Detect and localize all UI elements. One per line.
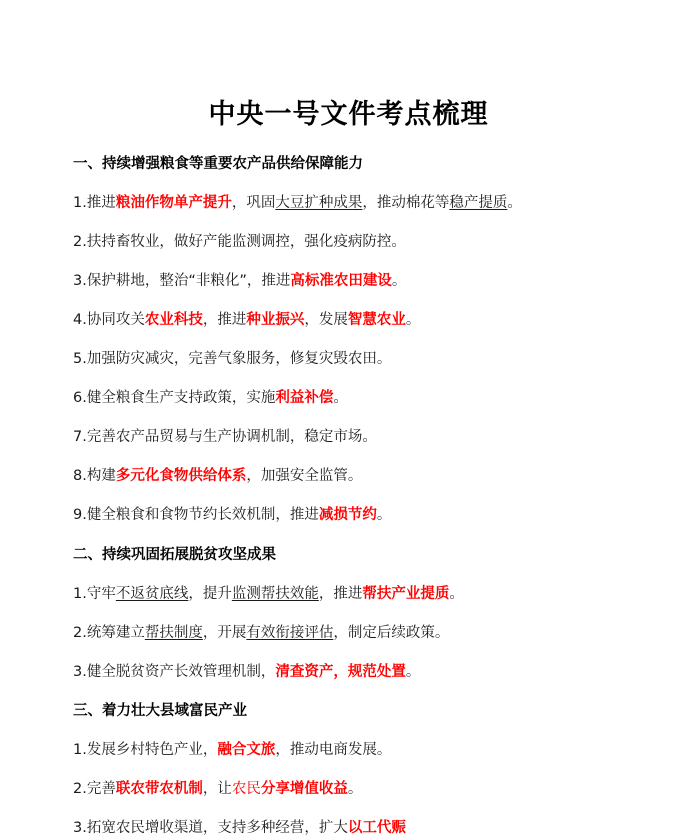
item-ul-text: 稳产提质 — [449, 195, 508, 211]
item-text: 7.完善农产品贸易与生产协调机制，稳定市场。 — [73, 429, 377, 445]
item-text: 2.完善 — [73, 781, 116, 797]
item-text: 。 — [449, 586, 464, 602]
list-item — [73, 347, 391, 368]
list-item — [73, 738, 391, 759]
item-text: 5.加强防灾减灾，完善气象服务，修复灾毁农田。 — [73, 351, 392, 367]
section-1-heading: 一、持续增强粮食等重要农产品供给保障能力 — [73, 156, 363, 172]
item-hl-text: 粮油作物单产提升 — [115, 195, 232, 211]
list-item — [73, 660, 420, 681]
item-ul-text: 监测帮扶效能 — [231, 586, 319, 602]
item-red-text: 农民 — [231, 781, 261, 797]
item-text: 。 — [376, 507, 392, 523]
list-item — [73, 816, 406, 837]
item-text: ，推进 — [318, 586, 363, 602]
item-text: ，发展 — [304, 312, 348, 328]
list-item — [73, 503, 391, 524]
item-text: ，提升 — [188, 586, 232, 602]
list-item — [73, 777, 362, 798]
item-ul-text: 不返贫底线 — [115, 586, 189, 602]
item-text: ，制定后续政策。 — [333, 625, 450, 641]
item-text: 3.拓宽农民增收渠道，支持多种经营，扩大 — [73, 820, 348, 836]
page-title: 中央一号文件考点梳理 — [208, 99, 489, 130]
item-hl-text: 清查资产，规范处置 — [275, 664, 406, 680]
item-text: 3.健全脱贫资产长效管理机制， — [73, 664, 276, 680]
item-ul-text: 有效衔接评估 — [246, 625, 334, 641]
item-hl-text: 种业振兴 — [246, 312, 305, 328]
list-item — [73, 308, 420, 329]
item-hl-text: 融合文旅 — [217, 742, 276, 758]
list-item — [73, 386, 348, 407]
section-2-heading: 二、持续巩固拓展脱贫攻坚成果 — [73, 547, 276, 563]
item-text: 1.推进 — [73, 195, 116, 211]
item-text: 。 — [391, 273, 407, 289]
item-hl-text: 农业科技 — [144, 312, 203, 328]
list-item — [73, 269, 406, 290]
list-item — [73, 464, 362, 485]
item-hl-text: 多元化食物供给体系 — [115, 468, 247, 484]
item-text: ，让 — [202, 781, 232, 797]
item-hl-text: 分享增值收益 — [260, 781, 348, 797]
item-hl-text: 智慧农业 — [347, 312, 406, 328]
item-hl-text: 高标准农田建设 — [290, 273, 392, 289]
item-text: ，加强安全监管。 — [246, 468, 363, 484]
list-item — [73, 621, 449, 642]
item-text: 1.守牢 — [73, 586, 116, 602]
item-hl-text: 帮扶产业提质 — [362, 586, 450, 602]
list-item — [73, 230, 406, 251]
list-item — [73, 425, 377, 446]
item-text: ，开展 — [202, 625, 247, 641]
item-text: 。 — [507, 195, 522, 211]
item-hl-text: 以工代赈 — [347, 820, 406, 836]
item-text: 1.发展乡村特色产业， — [73, 742, 218, 758]
item-ul-text: 帮扶制度 — [144, 625, 203, 641]
item-text: 。 — [347, 781, 363, 797]
item-text: 。 — [405, 312, 421, 328]
item-text: 3.保护耕地，整治“非粮化”，推进 — [73, 273, 291, 289]
list-item — [73, 191, 522, 212]
item-text: 9.健全粮食和食物节约长效机制，推进 — [73, 507, 319, 523]
item-text: 8.构建 — [73, 468, 116, 484]
item-text: ，巩固 — [231, 195, 276, 211]
item-hl-text: 减损节约 — [318, 507, 377, 523]
item-text: ，推动电商发展。 — [275, 742, 392, 758]
item-hl-text: 利益补偿 — [275, 390, 334, 406]
item-text: ，推进 — [202, 312, 247, 328]
item-text: ，推动棉花等 — [362, 195, 450, 211]
section-3-heading: 三、着力壮大县域富民产业 — [73, 703, 247, 719]
item-text: 6.健全粮食生产支持政策，实施 — [73, 390, 276, 406]
item-text: 2.扶持畜牧业，做好产能监测调控，强化疫病防控。 — [73, 234, 406, 250]
list-item — [73, 582, 464, 603]
item-ul-text: 大豆扩种成果 — [275, 195, 363, 211]
item-text: 。 — [333, 390, 348, 406]
item-text: 2.统筹建立 — [73, 625, 145, 641]
item-text: 4.协同攻关 — [73, 312, 145, 328]
item-text: 。 — [405, 664, 421, 680]
item-hl-text: 联农带农机制 — [115, 781, 203, 797]
